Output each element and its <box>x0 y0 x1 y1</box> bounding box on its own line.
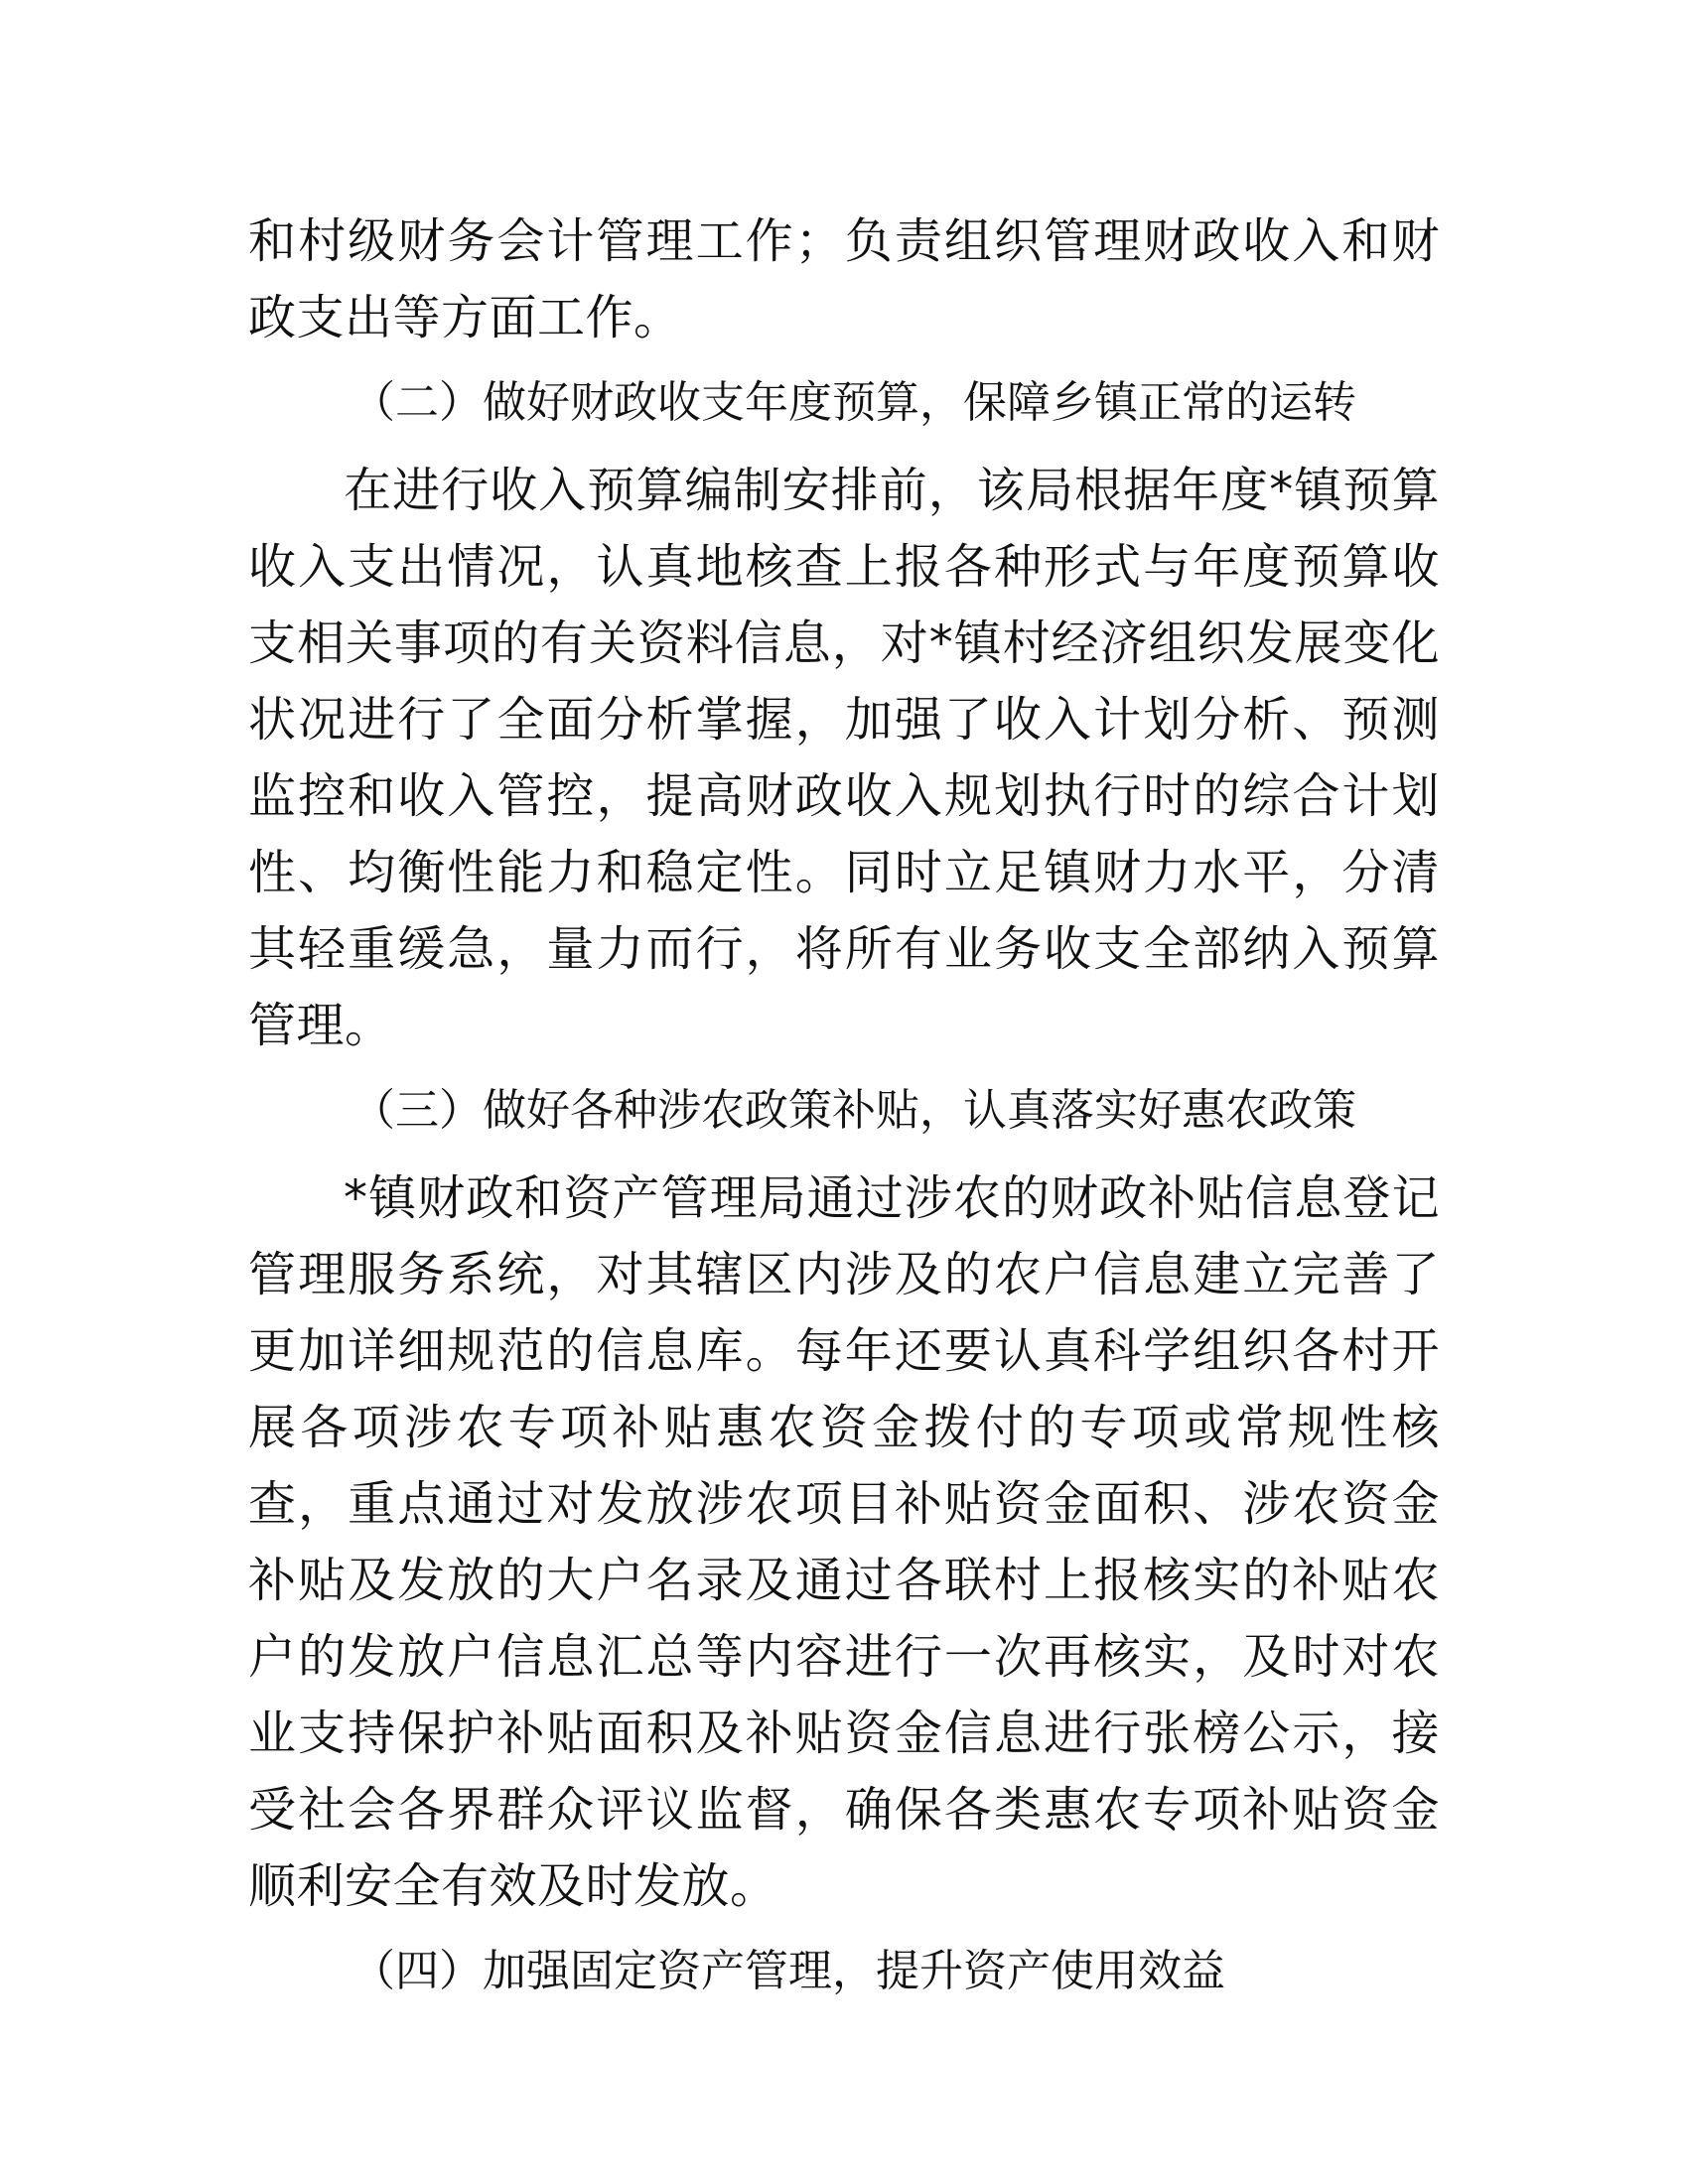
section-heading-2: （二）做好财政收支年度预算，保障乡镇正常的运转 <box>352 377 1356 428</box>
section-heading-3: （三）做好各种涉农政策补贴，认真落实好惠农政策 <box>352 1085 1356 1136</box>
paragraph-subsidy: *镇财政和资产管理局通过涉农的财政补贴信息登记管理服务系统，对其辖区内涉及的农户信息建立完善了更加详细规范的信息库。每年还要认真科学组织各村开展各项涉农专项补贴惠农资金拨付的专项或常规性核查，重点通过对发放涉农项目补贴资金面积、涉农资金补贴及发放的大户名录及通过各联村上报核实的补贴农户的发放户信息汇总等内容进行一次再核实，及时对农业支持保护补贴面积及补贴资金信息进行张榜公示，接受社会各界群众评议监督，确保各类惠农专项补贴资金顺利安全有效及时发放。 <box>248 1170 1440 1914</box>
document-page <box>248 204 1440 2009</box>
paragraph-budget: 在进行收入预算编制安排前，该局根据年度*镇预算收入支出情况，认真地核查上报各种形式与年度预算收支相关事项的有关资料信息，对*镇村经济组织发展变化状况进行了全面分析掌握，加强了收入计划分析、预测监控和收入管控，提高财政收入规划执行时的综合计划性、均衡性能力和稳定性。同时立足镇财力水平，分清其轻重缓急，量力而行，将所有业务收支全部纳入预算管理。 <box>248 463 1440 1053</box>
section-heading-4: （四）加强固定资产管理，提升资产使用效益 <box>352 1946 1225 1996</box>
paragraph-continuation: 和村级财务会计管理工作；负责组织管理财政收入和财政支出等方面工作。 <box>248 213 1440 345</box>
